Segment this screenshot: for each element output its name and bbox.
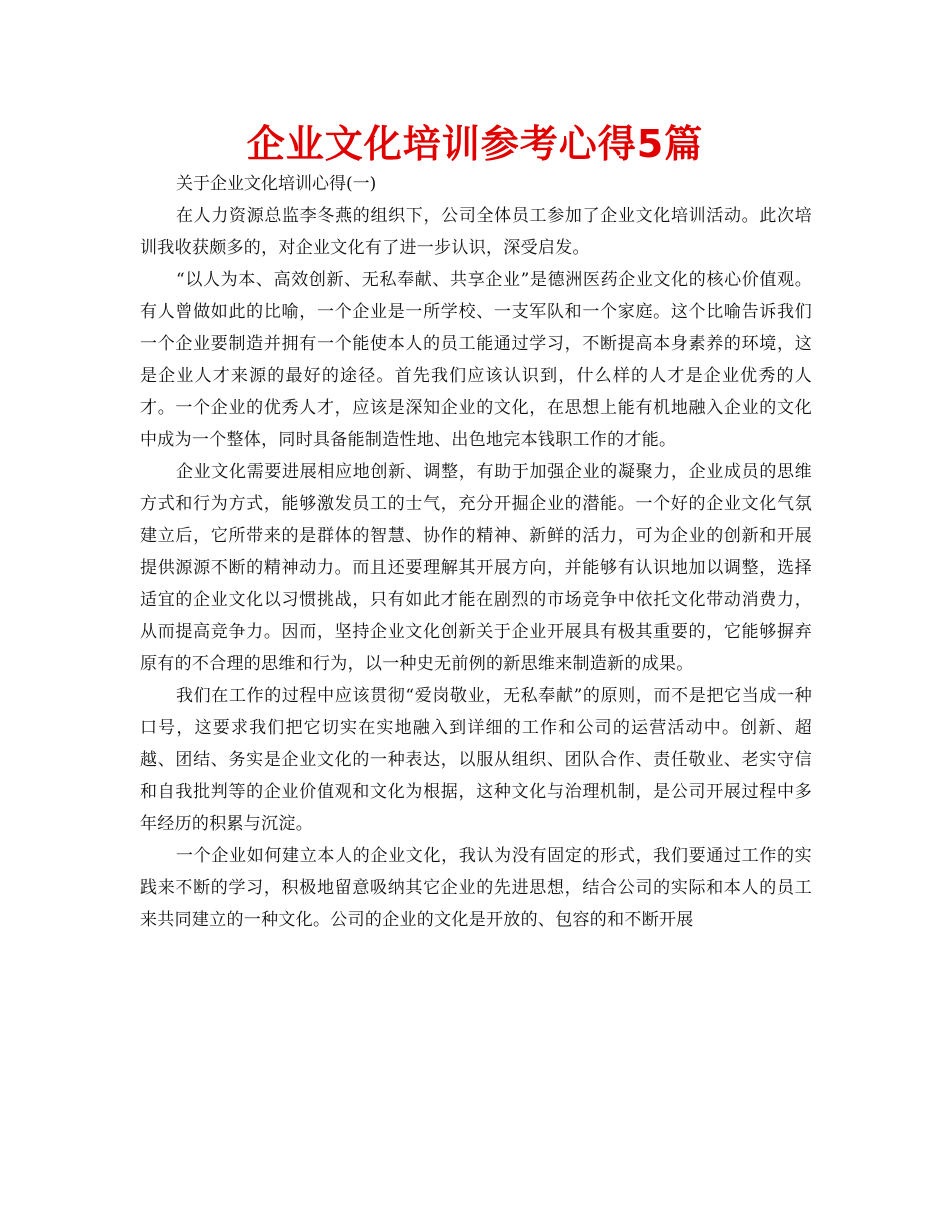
paragraph: 企业文化需要进展相应地创新、调整，有助于加强企业的凝聚力，企业成员的思维方式和行为方式，能够激发员工的士气，充分开掘企业的潜能。一个好的企业文化气氛建立后，它所带来的是群体的智慧、协作的精神、新鲜的活力，可为企业的创新和开展提供源源不断的精神动力。而且还要理解其开展方向，并能够有认识地加以调整，选择适宜的企业文化以习惯挑战，只有如此才能在剧烈的市场竞争中依托文化带动消费力，从而提高竞争力。因而，坚持企业文化创新关于企业开展具有极其重要的，它能够摒弃原有的不合理的思维和行为，以一种史无前例的新思维来制造新的成果。 xyxy=(140,462,812,674)
section-subtitle: 关于企业文化培训心得(一) xyxy=(176,174,377,194)
paragraph: 一个企业如何建立本人的企业文化，我认为没有固定的形式，我们要通过工作的实践来不断的学习，积极地留意吸纳其它企业的先进思想，结合公司的实际和本人的员工来共同建立的一种文化。公司的企业的文化是开放的、包容的和不断开展 xyxy=(140,846,812,930)
paragraph: 我们在工作的过程中应该贯彻“爱岗敬业，无私奉献”的原则，而不是把它当成一种口号，这要求我们把它切实在实地融入到详细的工作和公司的运营活动中。创新、超越、团结、务实是企业文化的一种表达，以服从组织、团队合作、责任敬业、老实守信和自我批判等的企业价值观和文化为根据，这种文化与治理机制，是公司开展过程中多年经历的积累与沉淀。 xyxy=(140,686,812,834)
document-body xyxy=(140,168,812,936)
paragraph: “以人为本、高效创新、无私奉献、共享企业”是德洲医药企业文化的核心价值观。有人曾做如此的比喻，一个企业是一所学校、一支军队和一个家庭。这个比喻告诉我们一个企业要制造并拥有一个能使本人的员工能通过学习，不断提高本身素养的环境，这是企业人才来源的最好的途径。首先我们应该认识到，什么样的人才是企业优秀的人才。一个企业的优秀人才，应该是深知企业的文化，在思想上能有机地融入企业的文化中成为一个整体，同时具备能制造性地、出色地完本钱职工作的才能。 xyxy=(140,270,812,450)
document-title: 企业文化培训参考心得5篇 xyxy=(246,122,704,166)
paragraph: 在人力资源总监李冬燕的组织下，公司全体员工参加了企业文化培训活动。此次培训我收获颇多的，对企业文化有了进一步认识，深受启发。 xyxy=(140,206,812,258)
